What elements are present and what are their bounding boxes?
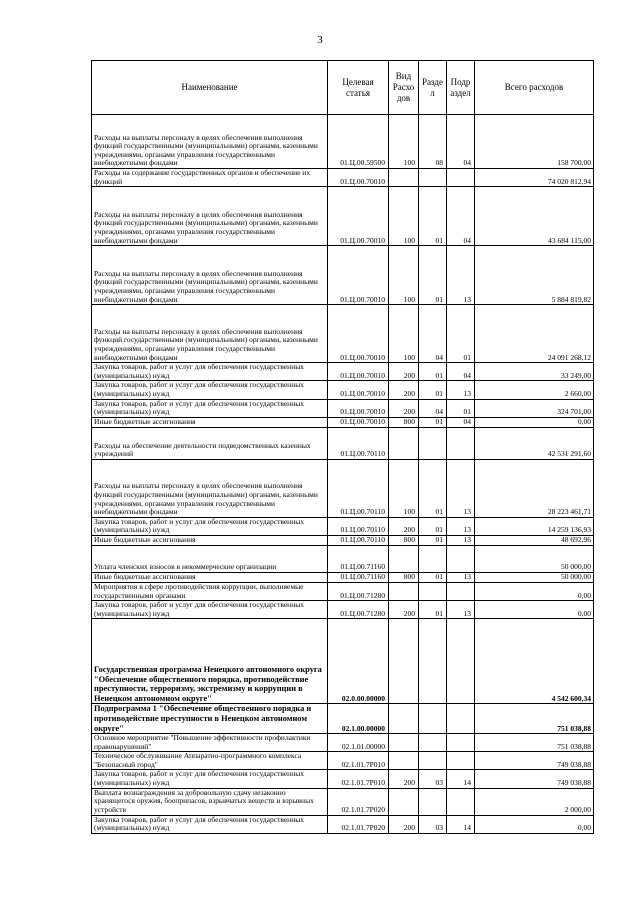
row-subsection [447, 619, 475, 704]
row-name: Закупка товаров, работ и услуг для обеспечения государственных (муниципальных) нужд [92, 601, 328, 619]
row-article: 01.Ц.00.71160 [328, 545, 389, 572]
row-type: 100 [389, 246, 419, 305]
table-row [92, 427, 594, 459]
row-total: 4 542 600,34 [475, 619, 594, 704]
row-article: 02.1.01.00000 [328, 734, 389, 752]
row-article: 01.Ц.00.70110 [328, 517, 389, 535]
row-section: 01 [419, 187, 447, 246]
row-article: 01.Ц.00.70010 [328, 246, 389, 305]
table-row [92, 572, 594, 582]
row-type: 100 [389, 115, 419, 169]
table-row [92, 752, 594, 770]
row-section: 01 [419, 572, 447, 582]
row-section [419, 704, 447, 734]
row-subsection [447, 734, 475, 752]
row-section: 01 [419, 246, 447, 305]
row-subsection: 13 [447, 381, 475, 399]
row-subsection: 04 [447, 115, 475, 169]
row-name: Иные бюджетные ассигнования [92, 417, 328, 427]
row-section [419, 619, 447, 704]
row-name: Выплата вознаграждения за добровольную сдачу незаконно хранящегося оружия, боеприпасов, взрывчатых веществ и взрывных устройств [92, 788, 328, 815]
row-subsection: 01 [447, 305, 475, 363]
row-name: Расходы на содержание государственных органов и обеспечение их функций [92, 169, 328, 187]
row-section: 01 [419, 381, 447, 399]
row-name: Государственная программа Ненецкого автономного округа "Обеспечение общественного порядка, противодействие преступности, терроризму, экстремизму и коррупции в Ненецком автономном округе" [92, 619, 328, 704]
row-subsection: 13 [447, 535, 475, 545]
table-row [92, 417, 594, 427]
table-row [92, 399, 594, 417]
row-total: 749 038,88 [475, 770, 594, 788]
row-type [389, 734, 419, 752]
row-name: Закупка товаров, работ и услуг для обеспечения государственных (муниципальных) нужд [92, 770, 328, 788]
table-row [92, 601, 594, 619]
row-subsection: 13 [447, 459, 475, 517]
row-article: 02.1.01.7Р010 [328, 770, 389, 788]
row-type [389, 704, 419, 734]
row-article: 02.1.01.7Р010 [328, 752, 389, 770]
row-article: 01.Ц.00.70110 [328, 427, 389, 459]
header-name: Наименование [92, 61, 328, 115]
row-type: 200 [389, 363, 419, 381]
row-section [419, 582, 447, 600]
table-row [92, 704, 594, 734]
row-type: 800 [389, 572, 419, 582]
row-total: 0,00 [475, 582, 594, 600]
row-name: Уплата членских взносов в некоммерческие организации [92, 545, 328, 572]
row-type: 100 [389, 305, 419, 363]
header-total: Всего расходов [475, 61, 594, 115]
table-row [92, 381, 594, 399]
page-number: 3 [317, 34, 323, 46]
row-section [419, 752, 447, 770]
row-section [419, 427, 447, 459]
row-type [389, 169, 419, 187]
table-row [92, 517, 594, 535]
table-row [92, 535, 594, 545]
table-header-row [92, 61, 594, 115]
row-subsection: 04 [447, 417, 475, 427]
row-article: 01.Ц.00.70110 [328, 459, 389, 517]
row-total: 749 038,88 [475, 752, 594, 770]
row-name: Иные бюджетные ассигнования [92, 572, 328, 582]
row-type: 100 [389, 459, 419, 517]
row-name: Техническое обслуживание Аппаратно-программного комплекса "Безопасный город" [92, 752, 328, 770]
row-subsection [447, 427, 475, 459]
row-subsection: 13 [447, 517, 475, 535]
row-total: 48 692,96 [475, 535, 594, 545]
table-row [92, 619, 594, 704]
row-name: Закупка товаров, работ и услуг для обеспечения государственных (муниципальных) нужд [92, 399, 328, 417]
row-type [389, 752, 419, 770]
row-name: Закупка товаров, работ и услуг для обеспечения государственных (муниципальных) нужд [92, 517, 328, 535]
row-section: 01 [419, 417, 447, 427]
row-name: Расходы на выплаты персоналу в целях обеспечения выполнения функций государственными (муниципальными) органами, казенными учреждениями, органами управления государственными внебюджетными фондами [92, 305, 328, 363]
table-row [92, 459, 594, 517]
row-section: 01 [419, 459, 447, 517]
row-total: 50 000,00 [475, 545, 594, 572]
row-total: 2 660,00 [475, 381, 594, 399]
row-subsection [447, 582, 475, 600]
row-subsection: 14 [447, 770, 475, 788]
row-total: 751 038,88 [475, 734, 594, 752]
table-row [92, 187, 594, 246]
row-article: 02.0.00.00000 [328, 619, 389, 704]
row-name: Мероприятия в сфере противодействия коррупции, выполняемые государственными органами [92, 582, 328, 600]
row-name: Закупка товаров, работ и услуг для обеспечения государственных (муниципальных) нужд [92, 815, 328, 833]
row-article: 01.Ц.00.70010 [328, 381, 389, 399]
row-section [419, 788, 447, 815]
row-section: 01 [419, 517, 447, 535]
header-article: Целевая статья [328, 61, 389, 115]
row-type: 200 [389, 770, 419, 788]
table-row [92, 169, 594, 187]
row-article: 02.1.01.7Р020 [328, 815, 389, 833]
row-total: 751 038,88 [475, 704, 594, 734]
header-section: Разде л [419, 61, 447, 115]
row-type [389, 582, 419, 600]
row-section [419, 545, 447, 572]
row-subsection: 13 [447, 246, 475, 305]
row-subsection: 13 [447, 601, 475, 619]
row-section: 03 [419, 770, 447, 788]
header-subsection: Подр аздел [447, 61, 475, 115]
row-name: Расходы на выплаты персоналу в целях обеспечения выполнения функций государственными (муниципальными) органами, казенными учреждениями, органами управления государственными внебюджетными фондами [92, 187, 328, 246]
row-total: 74 020 812,94 [475, 169, 594, 187]
row-total: 324 701,00 [475, 399, 594, 417]
row-name: Расходы на обеспечение деятельности подведомственных казенных учреждений [92, 427, 328, 459]
row-type: 200 [389, 601, 419, 619]
row-type [389, 427, 419, 459]
row-total: 14 259 136,93 [475, 517, 594, 535]
row-type: 100 [389, 187, 419, 246]
row-subsection [447, 788, 475, 815]
row-article: 01.Ц.00.70010 [328, 399, 389, 417]
table-row [92, 788, 594, 815]
row-subsection: 13 [447, 572, 475, 582]
row-total: 50 000,00 [475, 572, 594, 582]
row-total: 33 249,00 [475, 363, 594, 381]
row-total: 28 223 461,71 [475, 459, 594, 517]
table-row [92, 545, 594, 572]
row-total: 24 091 268,12 [475, 305, 594, 363]
row-type [389, 788, 419, 815]
row-article: 01.Ц.00.70010 [328, 169, 389, 187]
row-subsection: 14 [447, 815, 475, 833]
row-total: 2 000,00 [475, 788, 594, 815]
row-subsection [447, 704, 475, 734]
row-section: 01 [419, 601, 447, 619]
row-article: 01.Ц.00.70010 [328, 363, 389, 381]
table-row [92, 815, 594, 833]
row-section: 01 [419, 535, 447, 545]
row-type: 200 [389, 815, 419, 833]
row-article: 02.1.01.7Р020 [328, 788, 389, 815]
row-section: 01 [419, 363, 447, 381]
row-type: 200 [389, 517, 419, 535]
row-total: 5 884 819,82 [475, 246, 594, 305]
row-type: 800 [389, 417, 419, 427]
table-row [92, 305, 594, 363]
row-type: 800 [389, 535, 419, 545]
row-subsection: 04 [447, 363, 475, 381]
row-total: 42 531 291,60 [475, 427, 594, 459]
table-row [92, 582, 594, 600]
row-article: 01.Ц.00.70010 [328, 417, 389, 427]
row-name: Расходы на выплаты персоналу в целях обеспечения выполнения функций государственными (муниципальными) органами, казенными учреждениями, органами управления государственными внебюджетными фондами [92, 115, 328, 169]
row-subsection [447, 752, 475, 770]
row-total: 43 684 115,00 [475, 187, 594, 246]
row-type: 200 [389, 399, 419, 417]
table-row [92, 734, 594, 752]
row-type [389, 619, 419, 704]
row-section [419, 169, 447, 187]
row-section [419, 734, 447, 752]
row-section: 04 [419, 305, 447, 363]
row-name: Подпрограмма 1 "Обеспечение общественного порядка и противодействие преступности в Ненецком автономном округе" [92, 704, 328, 734]
row-subsection: 01 [447, 399, 475, 417]
header-type: Вид Расхо дов [389, 61, 419, 115]
budget-table [91, 60, 594, 834]
row-name: Закупка товаров, работ и услуг для обеспечения государственных (муниципальных) нужд [92, 363, 328, 381]
row-article: 01.Ц.00.71280 [328, 582, 389, 600]
row-subsection [447, 169, 475, 187]
row-article: 01.Ц.00.71160 [328, 572, 389, 582]
row-subsection: 04 [447, 187, 475, 246]
row-name: Расходы на выплаты персоналу в целях обеспечения выполнения функций государственными (муниципальными) органами, казенными учреждениями, органами управления государственными внебюджетными фондами [92, 459, 328, 517]
row-article: 01.Ц.00.70010 [328, 305, 389, 363]
row-name: Иные бюджетные ассигнования [92, 535, 328, 545]
row-section: 03 [419, 815, 447, 833]
row-section: 04 [419, 399, 447, 417]
row-article: 01.Ц.00.70010 [328, 187, 389, 246]
table-row [92, 246, 594, 305]
row-article: 02.1.00.00000 [328, 704, 389, 734]
row-subsection [447, 545, 475, 572]
row-article: 01.Ц.00.59500 [328, 115, 389, 169]
row-total: 158 700,00 [475, 115, 594, 169]
row-type: 200 [389, 381, 419, 399]
table-row [92, 770, 594, 788]
row-type [389, 545, 419, 572]
table-row [92, 363, 594, 381]
row-name: Расходы на выплаты персоналу в целях обеспечения выполнения функций государственными (муниципальными) органами, казенными учреждениями, органами управления государственными внебюджетными фондами [92, 246, 328, 305]
row-article: 01.Ц.00.71280 [328, 601, 389, 619]
row-name: Закупка товаров, работ и услуг для обеспечения государственных (муниципальных) нужд [92, 381, 328, 399]
row-name: Основное мероприятие "Повышение эффективности профилактики правонарушений" [92, 734, 328, 752]
row-total: 0,00 [475, 601, 594, 619]
row-article: 01.Ц.00.70110 [328, 535, 389, 545]
row-total: 0,00 [475, 417, 594, 427]
row-section: 08 [419, 115, 447, 169]
row-total: 0,00 [475, 815, 594, 833]
table-row [92, 115, 594, 169]
